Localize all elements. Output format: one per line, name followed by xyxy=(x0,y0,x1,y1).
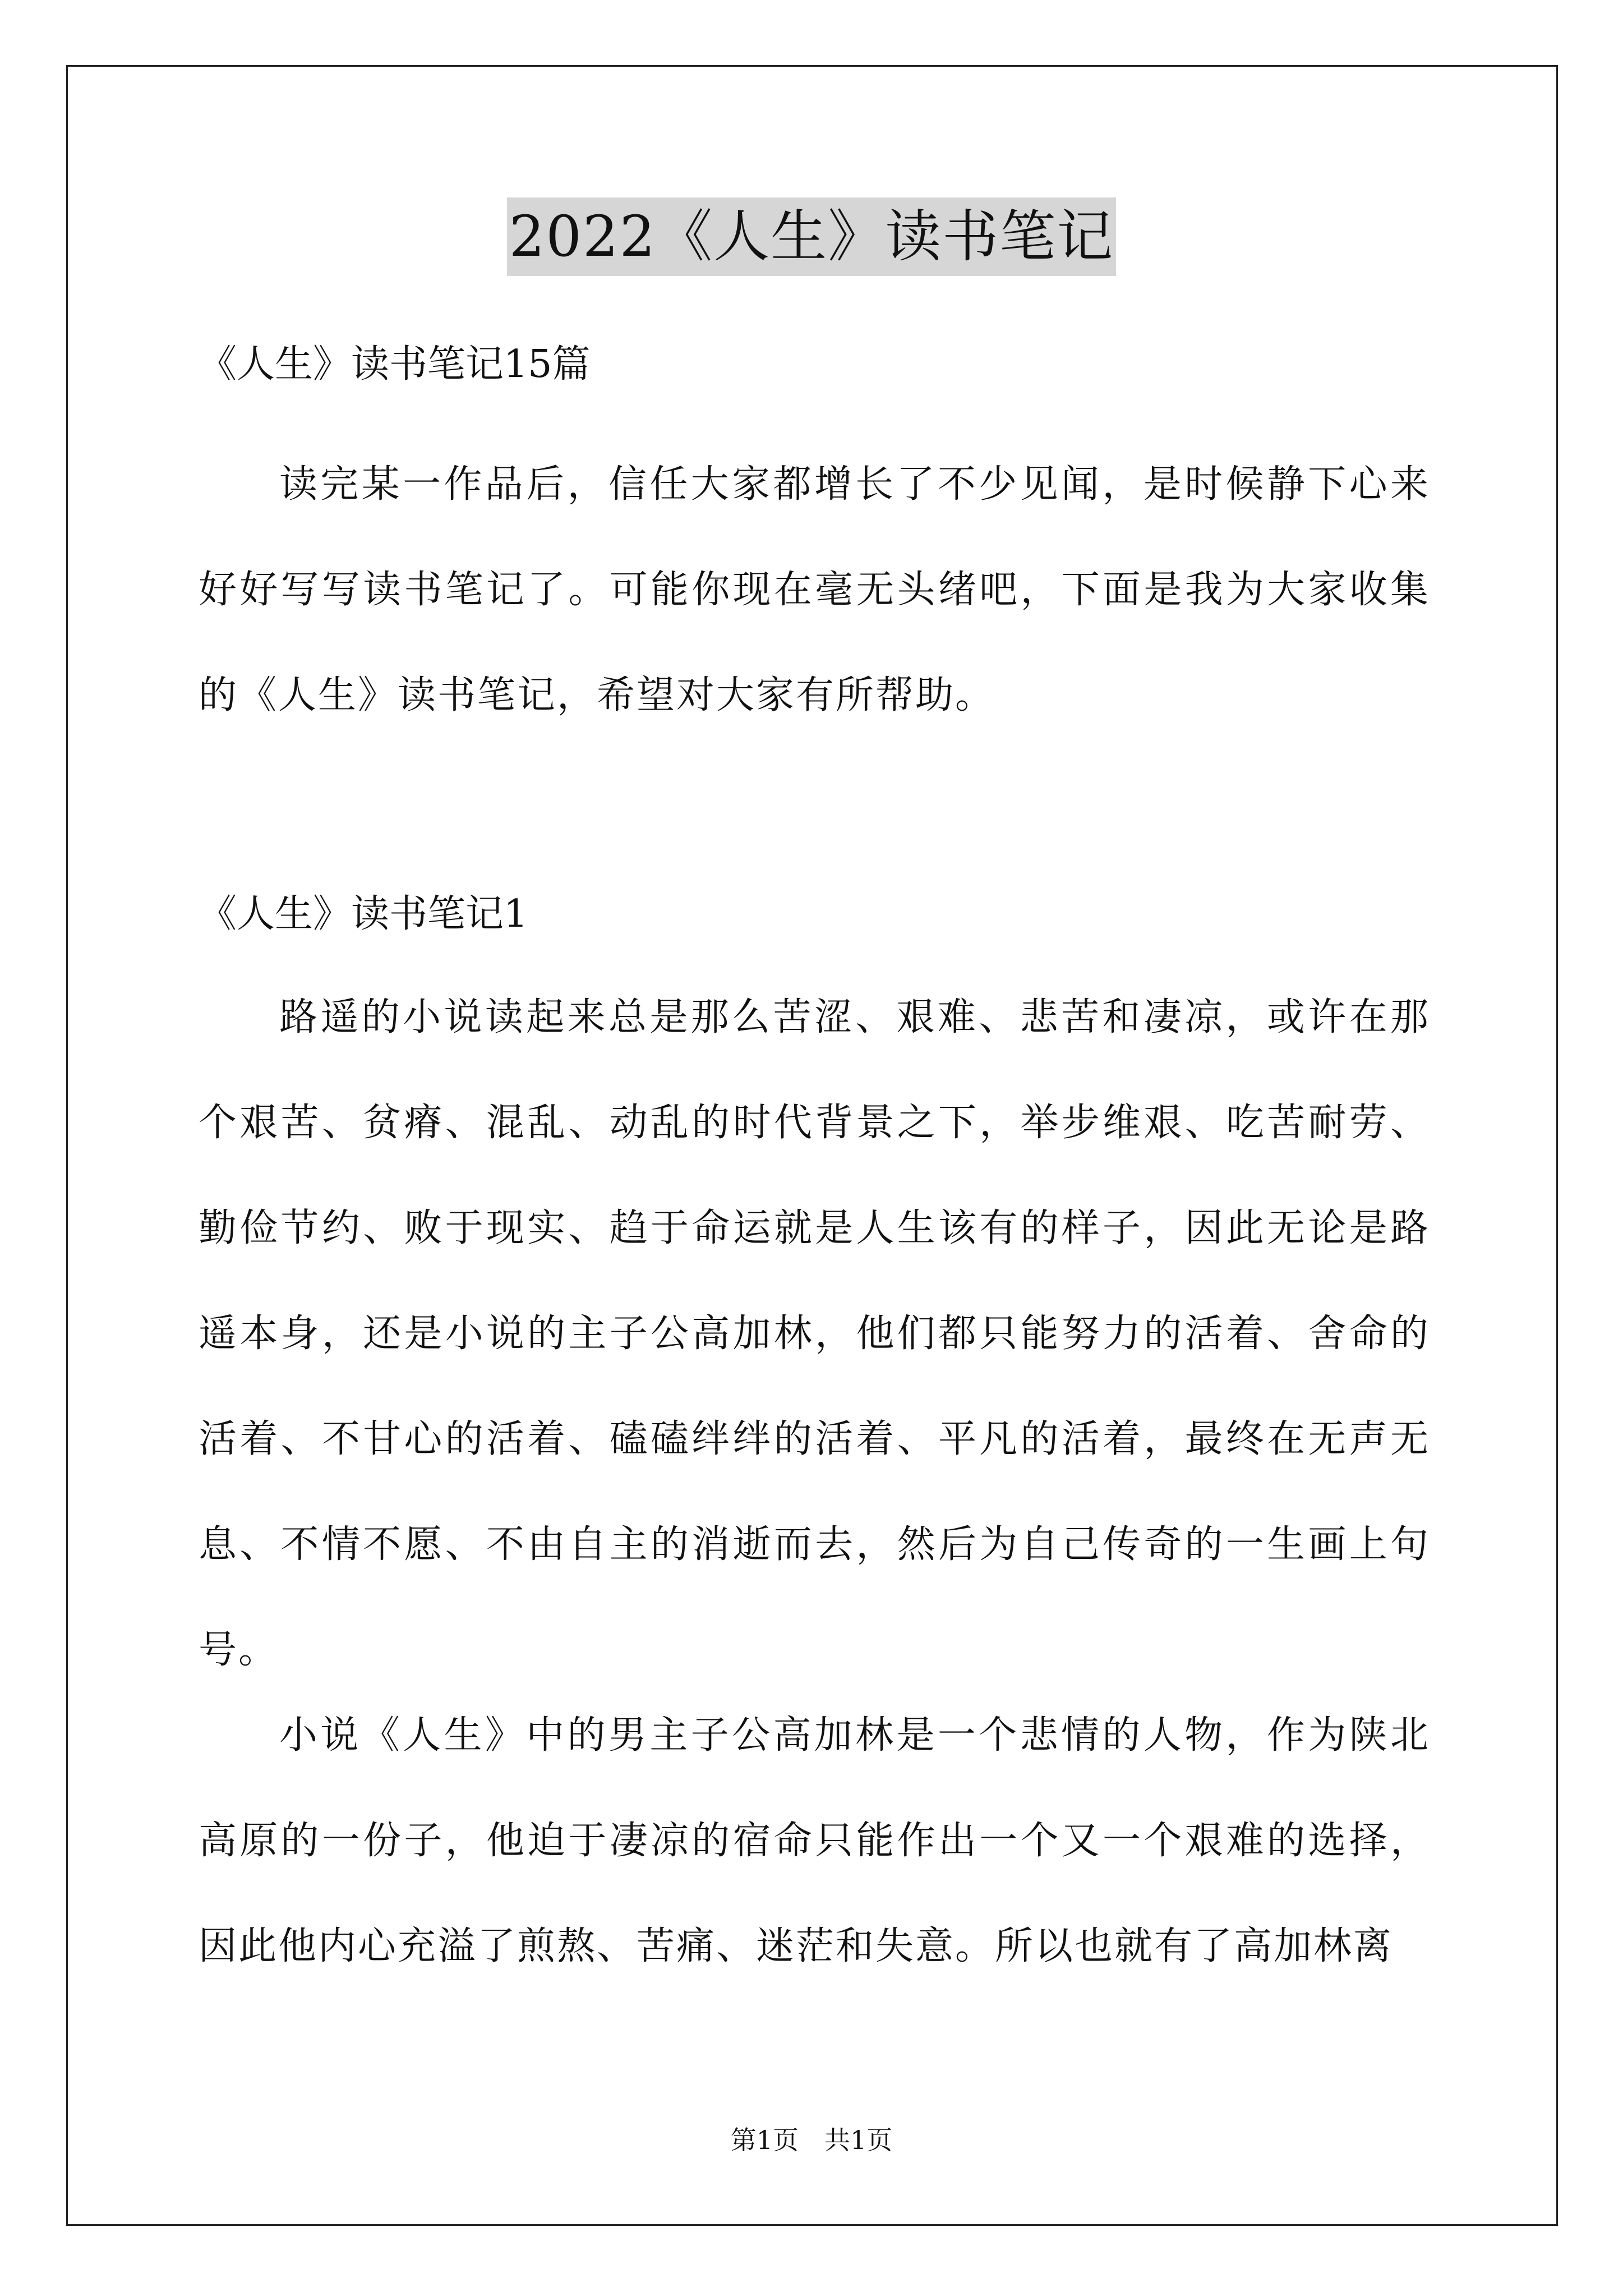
intro-paragraph: 读完某一作品后，信任大家都增长了不少见闻，是时候静下心来好好写写读书笔记了。可能你现在毫无头绪吧，下面是我为大家收集的《人生》读书笔记，希望对大家有所帮助。 xyxy=(199,462,1430,717)
body-paragraph-2: 小说《人生》中的男主子公高加林是一个悲情的人物，作为陕北高原的一份子，他迫于凄凉的宿命只能作出一个又一个艰难的选择，因此他内心充溢了煎熬、苦痛、迷茫和失意。所以也就有了高加林离 xyxy=(199,1713,1430,1968)
document-title xyxy=(0,197,1623,276)
section-heading: 《人生》读书笔记1 xyxy=(199,892,528,936)
page-number-footer: 第1页 共1页 xyxy=(730,2125,893,2155)
body-paragraph-1: 路遥的小说读起来总是那么苦涩、艰难、悲苦和凄凉，或许在那个艰苦、贫瘠、混乱、动乱的时代背景之下，举步维艰、吃苦耐劳、勤俭节约、败于现实、趋于命运就是人生该有的样子，因此无论是路遥本身，还是小说的主子公高加林，他们都只能努力的活着、舍命的活着、不甘心的活着、磕磕绊绊的活着、平凡的活着，最终在无声无息、不情不愿、不由自主的消逝而去，然后为自己传奇的一生画上句号。 xyxy=(199,995,1430,1672)
document-subtitle: 《人生》读书笔记15篇 xyxy=(199,342,591,386)
document-title-text: 2022《人生》读书笔记 xyxy=(507,197,1117,276)
